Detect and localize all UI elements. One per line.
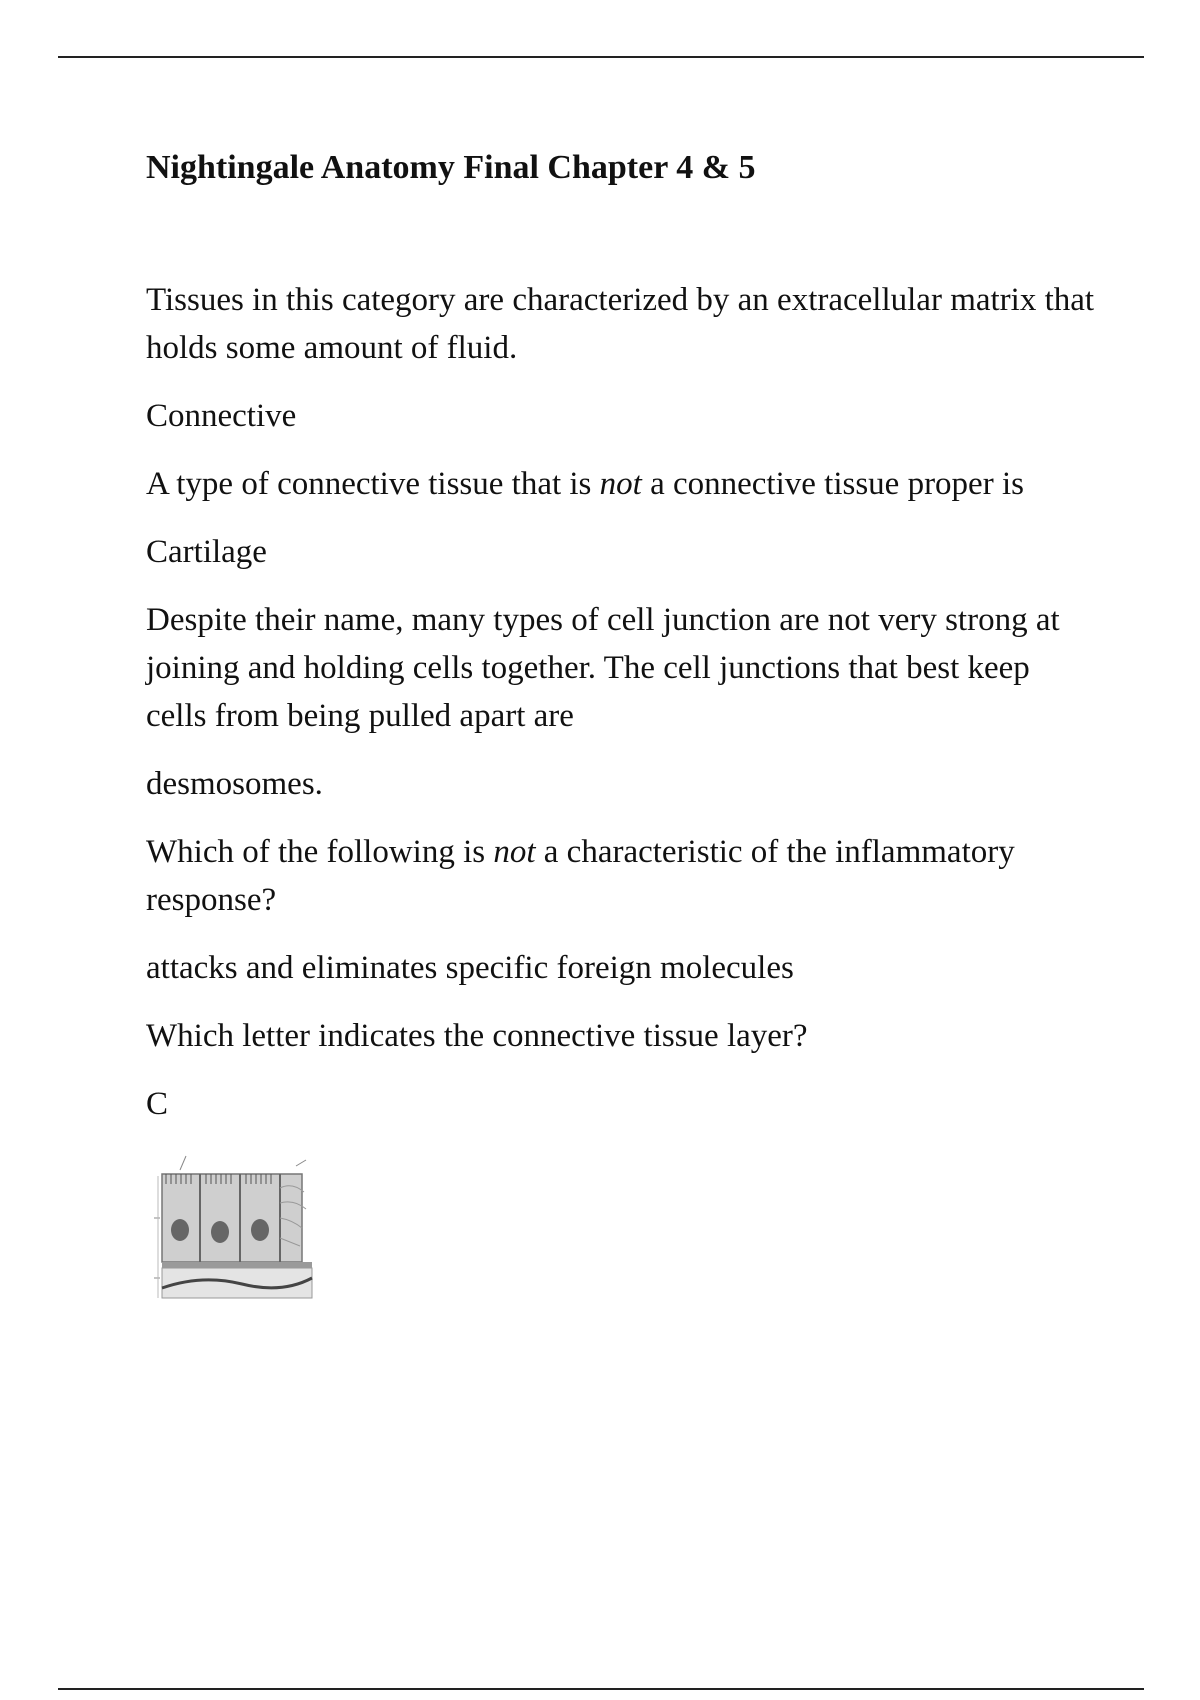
question-3: Despite their name, many types of cell junction are not very strong at joining and holding cells together. The cell junctions that best keep cells from being pulled apart are <box>146 602 1060 734</box>
answer-2: Cartilage <box>146 534 267 570</box>
question-4-text-after: a characteristic of the inflammatory response? <box>146 834 1015 918</box>
answer-1: Connective <box>146 398 297 434</box>
question-4-text-before: Which of the following is <box>146 834 494 870</box>
answer-5: C <box>146 1086 169 1122</box>
leader-line <box>296 1160 306 1166</box>
top-rule <box>58 56 1144 58</box>
page-title: Nightingale Anatomy Final Chapter 4 & 5 <box>146 149 756 186</box>
question-4 <box>146 828 1096 924</box>
answer-4: attacks and eliminates specific foreign molecules <box>146 950 794 986</box>
epithelium-tissue-diagram-icon <box>146 1148 336 1308</box>
question-2-text-after: a connective tissue proper is <box>641 466 1024 502</box>
basement-membrane <box>162 1262 312 1268</box>
question-1: Tissues in this category are characterized by an extracellular matrix that holds some amount of fluid. <box>146 282 1095 366</box>
nucleus <box>171 1219 189 1241</box>
nucleus <box>251 1219 269 1241</box>
document-body <box>146 146 1096 1308</box>
question-5: Which letter indicates the connective tissue layer? <box>146 1018 808 1054</box>
question-2 <box>146 460 1096 508</box>
tissue-diagram-graphic <box>146 1148 336 1308</box>
nucleus <box>211 1221 229 1243</box>
bottom-rule <box>58 1688 1144 1690</box>
leader-line <box>180 1156 186 1170</box>
question-2-text-before: A type of connective tissue that is <box>146 466 600 502</box>
question-2-emphasis: not <box>599 466 642 502</box>
question-4-emphasis: not <box>493 834 536 870</box>
answer-3: desmosomes. <box>146 766 323 802</box>
